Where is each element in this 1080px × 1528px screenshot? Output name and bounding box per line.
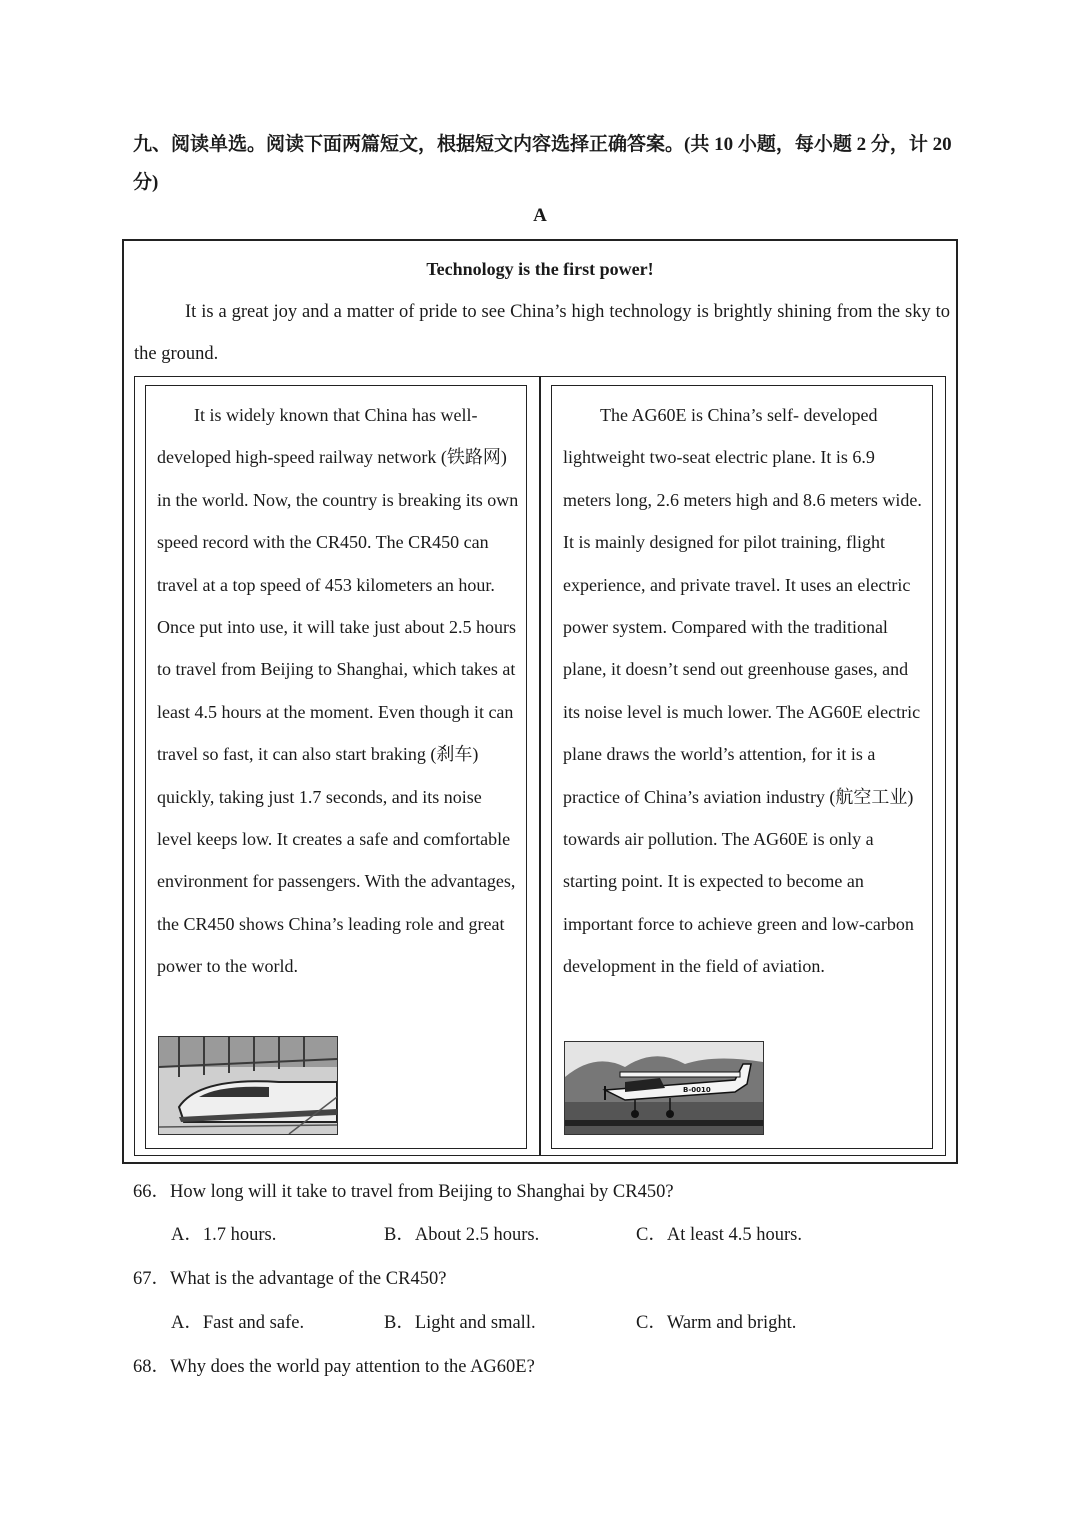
option-67-c[interactable]: C．Warm and bright. [636, 1313, 797, 1333]
left-column [134, 376, 540, 1156]
passage-intro: It is a great joy and a matter of pride to see China’s high technology is brightly shining from the sky to the ground. [134, 302, 950, 364]
option-66-b[interactable]: B．About 2.5 hours. [384, 1225, 540, 1245]
option-67-b[interactable]: B．Light and small. [384, 1313, 536, 1333]
question-text: Why does the world pay attention to the AG60E? [170, 1357, 535, 1377]
passage-frame [122, 239, 958, 1164]
section-instruction: 九、阅读单选。阅读下面两篇短文，根据短文内容选择正确答案。(共 10 小题，每小题 2 分，计 20 分) [133, 134, 952, 193]
question-number: 68． [133, 1357, 171, 1377]
question-66 [133, 1177, 674, 1203]
option-67-a[interactable]: A．Fast and safe. [171, 1313, 305, 1333]
passage-letter: A [533, 205, 547, 226]
plane-registration: B-0010 [683, 1086, 711, 1094]
question-67 [133, 1264, 446, 1290]
question-68 [133, 1352, 535, 1378]
left-inner-box [145, 385, 527, 1149]
ag60e-paragraph: The AG60E is China’s self- developed lightweight two-seat electric plane. It is 6.9 meters long, 2.6 meters high and 8.6 meters wide. It is mainly designed for pilot training, flight experience, and private travel. It uses an electric power system. Compared with the traditional plane, it doesn’t send out greenhouse gases, and its noise level is much lower. The AG60E electric plane draws the world’s attention, for it is a practice of China’s aviation industry (航空工业) towards air pollution. The AG60E is only a starting point. It is expected to become an important force to achieve green and low-carbon development in the field of aviation. [563, 405, 922, 977]
question-text: How long will it take to travel from Beijing to Shanghai by CR450? [170, 1182, 674, 1202]
question-text: What is the advantage of the CR450? [170, 1269, 447, 1289]
cr450-paragraph: It is widely known that China has well-developed high-speed railway network (铁路网) in the world. Now, the country is breaking its own speed record with the CR450. The CR450 can travel at a top speed of 453 kilometers an hour. Once put into use, it will take just about 2.5 hours to travel from Beijing to Shanghai, which takes at least 4.5 hours at the moment. Even though it can travel so fast, it can also start braking (刹车) quickly, taking just 1.7 seconds, and its noise level keeps low. It creates a safe and comfortable environment for passengers. With the advantages, the CR450 shows China’s leading role and great power to the world. [157, 405, 519, 977]
passage-title: Technology is the first power! [426, 259, 654, 279]
right-column [540, 376, 946, 1156]
plane-photo [564, 1041, 764, 1135]
option-66-c[interactable]: C．At least 4.5 hours. [636, 1225, 802, 1245]
option-66-a[interactable]: A．1.7 hours. [171, 1225, 277, 1245]
question-number: 67． [133, 1269, 171, 1289]
train-photo [158, 1036, 338, 1135]
question-number: 66． [133, 1182, 171, 1202]
right-inner-box [551, 385, 933, 1149]
